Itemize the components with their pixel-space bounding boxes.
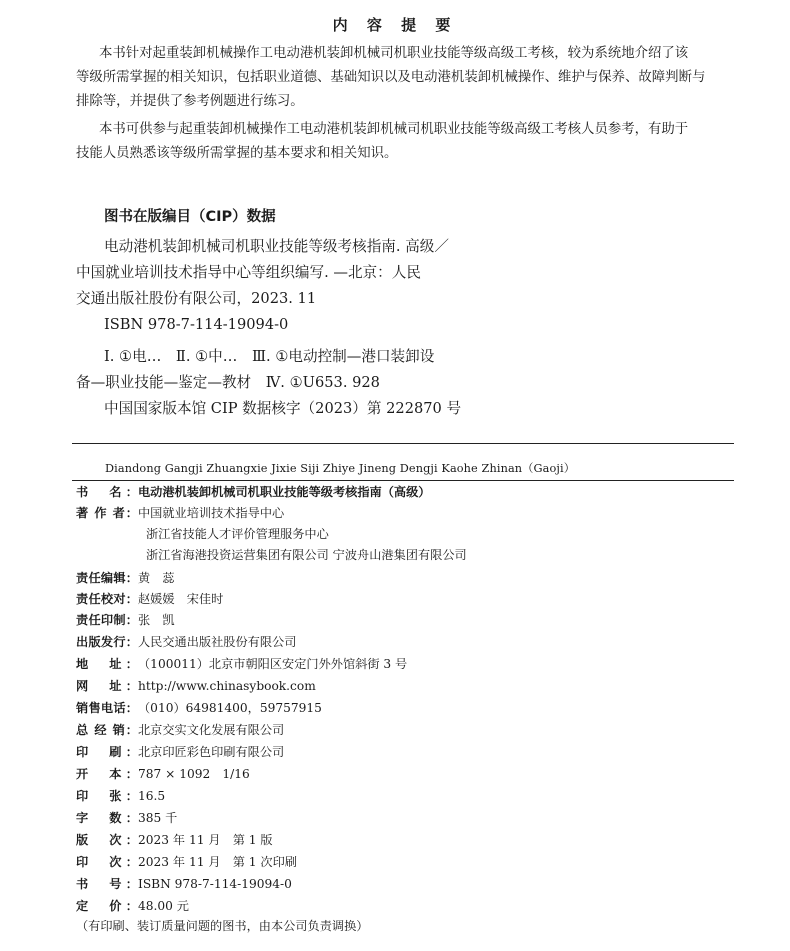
cip-line: 电动港机装卸机械司机职业技能等级考核指南. 高级／ (104, 238, 449, 255)
cip-title: 图书在版编目（CIP）数据 (104, 209, 276, 225)
summary-paragraph-2-line-1: 本书可供参与起重装卸机械操作工电动港机装卸机械司机职业技能等级高级工考核人员参考，有助于 (99, 122, 689, 137)
summary-paragraph-1-line-1: 本书针对起重装卸机械操作工电动港机装卸机械司机职业技能等级高级工考核，较为系统地介绍了该 (99, 46, 689, 61)
row-value: 2023 年 11 月 第 1 版 (138, 833, 273, 847)
colophon-row-distributor (76, 720, 284, 741)
colophon-row-author (76, 503, 284, 524)
colophon-row-printer (76, 742, 284, 763)
colophon-row-title (76, 482, 431, 503)
row-label: 销售电话： (76, 701, 138, 715)
cip-record-number: 中国国家版本馆 CIP 数据核字（2023）第 222870 号 (104, 400, 462, 417)
row-value: 385 千 (138, 811, 178, 825)
row-value: 人民交通出版社股份有限公司 (138, 635, 297, 649)
row-label: 定 价： (76, 899, 138, 913)
colophon-row-website (76, 676, 316, 697)
row-label: 印 张： (76, 789, 138, 803)
cip-isbn: ISBN 978-7-114-19094-0 (104, 316, 289, 333)
row-value: 48.00 元 (138, 899, 189, 913)
quality-note: （有印刷、装订质量问题的图书，由本公司负责调换） (76, 919, 369, 933)
row-label: 责任校对： (76, 592, 138, 606)
row-label: 印 刷： (76, 745, 138, 759)
row-value: （100011）北京市朝阳区安定门外外馆斜街 3 号 (138, 657, 408, 671)
row-value: 北京交实文化发展有限公司 (138, 723, 285, 737)
colophon-row-sheets (76, 786, 165, 807)
cip-classification-line: 备—职业技能—鉴定—教材 Ⅳ. ①U653. 928 (76, 374, 380, 391)
row-label: 网 址： (76, 679, 138, 693)
divider (72, 443, 734, 444)
author-extra: 浙江省技能人才评价管理服务中心 (146, 527, 329, 541)
cip-classification-line: Ⅰ. ①电… Ⅱ. ①中… Ⅲ. ①电动控制—港口装卸设 (104, 348, 435, 365)
colophon-row-address (76, 654, 407, 675)
row-label: 地 址： (76, 657, 138, 671)
colophon-row-impression (76, 852, 297, 873)
row-label: 出版发行： (76, 635, 138, 649)
author-extra: 浙江省海港投资运营集团有限公司 宁波舟山港集团有限公司 (146, 548, 467, 562)
row-value: 北京印匠彩色印刷有限公司 (138, 745, 285, 759)
row-label: 书 名： (76, 485, 138, 499)
row-value: 787 × 1092 1/16 (138, 767, 250, 781)
colophon-row-sales-phone (76, 698, 322, 719)
row-label: 字 数： (76, 811, 138, 825)
summary-title: 内 容 提 要 (332, 16, 458, 34)
summary-paragraph-1-line-3: 排除等，并提供了参考例题进行练习。 (76, 94, 304, 109)
cip-line: 交通出版社股份有限公司，2023. 11 (76, 290, 317, 307)
row-label: 版 次： (76, 833, 138, 847)
row-value: 电动港机装卸机械司机职业技能等级考核指南（高级） (138, 485, 431, 499)
row-value: 16.5 (138, 789, 166, 803)
divider (72, 480, 734, 481)
colophon-row-isbn (76, 874, 292, 895)
row-value: 2023 年 11 月 第 1 次印刷 (138, 855, 297, 869)
row-value: http://www.chinasybook.com (138, 679, 316, 693)
row-value: （010）64981400，59757915 (138, 701, 322, 715)
row-label: 书 号： (76, 877, 138, 891)
colophon-row-word-count (76, 808, 177, 829)
row-label: 责任印制： (76, 613, 138, 627)
colophon-row-edition (76, 830, 273, 851)
row-value: 黄 蕊 (138, 571, 175, 585)
colophon-row-printing-supervisor (76, 610, 175, 631)
row-value: 中国就业培训技术指导中心 (138, 506, 285, 520)
row-label: 著 作 者： (76, 506, 138, 520)
book-title-pinyin: Diandong Gangji Zhuangxie Jixie Siji Zhiye Jineng Dengji Kaohe Zhinan（Gaoji） (105, 462, 576, 475)
row-label: 责任编辑： (76, 571, 138, 585)
row-value: 赵媛媛 宋佳时 (138, 592, 224, 606)
colophon-row-editor (76, 568, 175, 589)
summary-paragraph-2-line-2: 技能人员熟悉该等级所需掌握的基本要求和相关知识。 (76, 146, 398, 161)
colophon-row-format (76, 764, 250, 785)
colophon-row-price (76, 896, 189, 917)
colophon-row-proofreader (76, 589, 223, 610)
summary-paragraph-1-line-2: 等级所需掌握的相关知识，包括职业道德、基础知识以及电动港机装卸机械操作、维护与保养、故障判断与 (76, 70, 706, 85)
row-value: ISBN 978-7-114-19094-0 (138, 877, 292, 891)
row-label: 印 次： (76, 855, 138, 869)
row-value: 张 凯 (138, 613, 175, 627)
row-label: 总 经 销： (76, 723, 138, 737)
row-label: 开 本： (76, 767, 138, 781)
cip-line: 中国就业培训技术指导中心等组织编写. —北京：人民 (76, 264, 421, 281)
colophon-row-publisher (76, 632, 296, 653)
